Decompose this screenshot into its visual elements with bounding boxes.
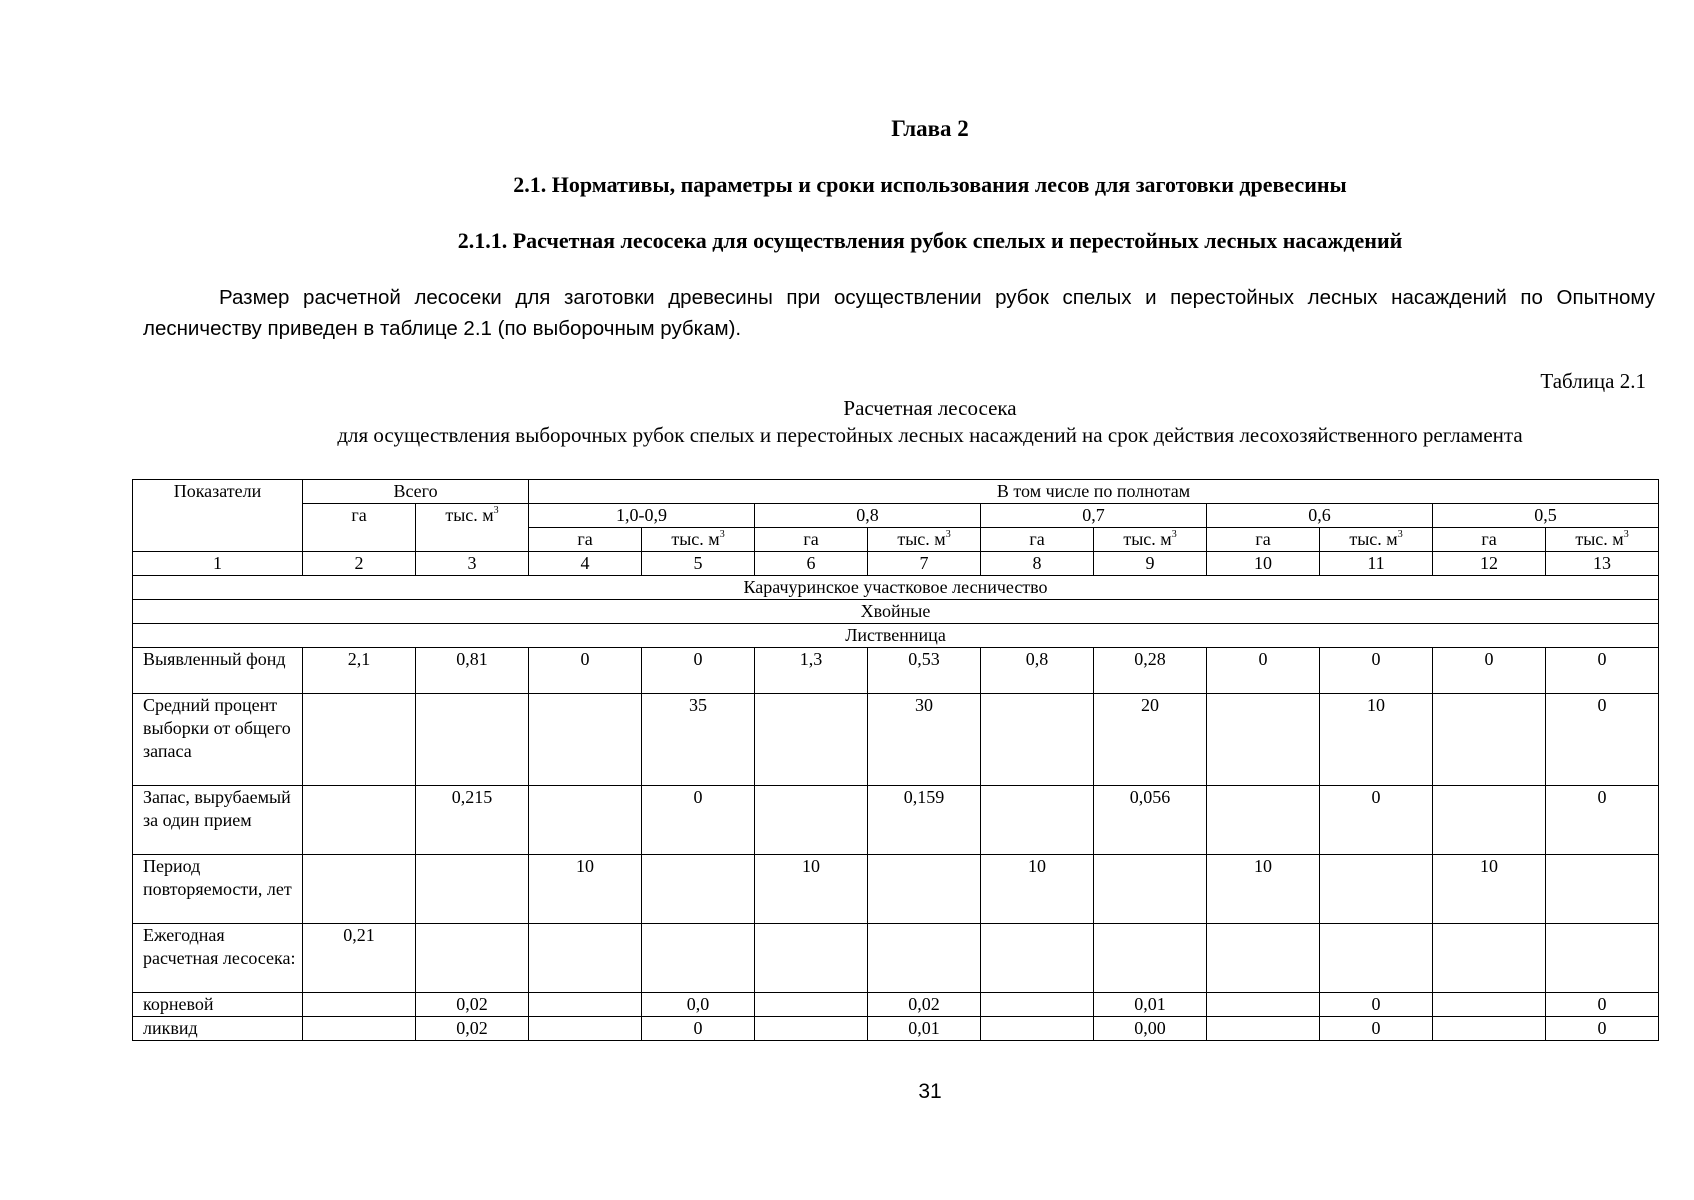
header-unit-ha: га (755, 528, 868, 552)
table-cell (529, 1017, 642, 1041)
table-caption-line2: для осуществления выборочных рубок спелых и перестойных лесных насаждений на срок действия лесохозяйственного регламента (337, 423, 1523, 447)
table-cell (529, 786, 642, 855)
header-density-1: 1,0-0,9 (529, 504, 755, 528)
header-density-2: 0,8 (755, 504, 981, 528)
table-cell: 0 (1546, 694, 1659, 786)
table-cell (755, 924, 868, 993)
table-cell: 0,02 (416, 1017, 529, 1041)
section-title: 2.1. Нормативы, параметры и сроки использования лесов для заготовки древесины (513, 172, 1347, 197)
column-number: 3 (416, 552, 529, 576)
chapter-heading: Глава 2 (891, 116, 969, 141)
header-density-5: 0,5 (1433, 504, 1659, 528)
table-cell (981, 924, 1094, 993)
row-label: корневой (133, 993, 303, 1017)
table-cell (1433, 924, 1546, 993)
table-cell (1207, 1017, 1320, 1041)
table-cell (1433, 786, 1546, 855)
table-cell (529, 993, 642, 1017)
column-number: 12 (1433, 552, 1546, 576)
table-cell: 0 (1320, 786, 1433, 855)
table-cell: 30 (868, 694, 981, 786)
section-species: Лиственница (133, 624, 1659, 648)
table-cell (868, 924, 981, 993)
table-cell: 2,1 (303, 648, 416, 694)
table-cell (1433, 993, 1546, 1017)
table-cell: 0 (1546, 993, 1659, 1017)
column-number: 8 (981, 552, 1094, 576)
table-cell (1546, 855, 1659, 924)
table-row (133, 786, 1659, 855)
table-cell (642, 924, 755, 993)
table-cell (303, 855, 416, 924)
table-cell: 0 (529, 648, 642, 694)
table-cell (755, 993, 868, 1017)
table-cell: 0 (1546, 1017, 1659, 1041)
table-cell: 0,28 (1094, 648, 1207, 694)
table-cell (303, 1017, 416, 1041)
table-cell (416, 694, 529, 786)
table-cell: 10 (1320, 694, 1433, 786)
table-cell (868, 855, 981, 924)
table-cell: 0 (1546, 648, 1659, 694)
table-cell (1207, 786, 1320, 855)
table-cell: 0,056 (1094, 786, 1207, 855)
section-group: Хвойные (133, 600, 1659, 624)
header-unit-ha: га (1207, 528, 1320, 552)
header-total-thous: тыс. $м^3$ (416, 504, 529, 552)
table-cell (1546, 924, 1659, 993)
header-unit-thous: тыс. $м^3$ (868, 528, 981, 552)
table-cell: 10 (1433, 855, 1546, 924)
table-cell (1433, 694, 1546, 786)
column-number: 5 (642, 552, 755, 576)
table-cell (303, 694, 416, 786)
table-cell: 10 (1207, 855, 1320, 924)
table-cell (416, 855, 529, 924)
table-cell: 0,81 (416, 648, 529, 694)
table-cell: 0,8 (981, 648, 1094, 694)
header-unit-ha: га (1433, 528, 1546, 552)
row-label: Период повторяемости, лет (133, 855, 303, 924)
table-cell (1094, 924, 1207, 993)
table-cell: 0,02 (868, 993, 981, 1017)
table-row (133, 924, 1659, 993)
table-cell: 0,21 (303, 924, 416, 993)
header-density-3: 0,7 (981, 504, 1207, 528)
row-label: Средний процент выборки от общего запаса (133, 694, 303, 786)
row-label: Запас, вырубаемый за один прием (133, 786, 303, 855)
table-number: Таблица 2.1 (1540, 369, 1646, 393)
table-cell: 10 (981, 855, 1094, 924)
table-cell: 0 (1320, 1017, 1433, 1041)
table-row (133, 1017, 1659, 1041)
header-indicators: Показатели (133, 480, 303, 552)
table-cell: 35 (642, 694, 755, 786)
table-cell: 0 (642, 648, 755, 694)
table-cell (981, 786, 1094, 855)
table-cell (1433, 1017, 1546, 1041)
column-number: 6 (755, 552, 868, 576)
table-cell: 10 (529, 855, 642, 924)
subsection-title: 2.1.1. Расчетная лесосека для осуществления рубок спелых и перестойных лесных насаждений (457, 228, 1403, 253)
table-cell: 10 (755, 855, 868, 924)
table-cell: 0,215 (416, 786, 529, 855)
table-cell (981, 993, 1094, 1017)
table-cell: 1,3 (755, 648, 868, 694)
column-number: 7 (868, 552, 981, 576)
row-label: Ежегодная расчетная лесосека: (133, 924, 303, 993)
table-cell (529, 694, 642, 786)
column-number: 10 (1207, 552, 1320, 576)
table-cell: 0,159 (868, 786, 981, 855)
table-cell (1207, 924, 1320, 993)
allowable-cut-table (132, 479, 1659, 1041)
table-cell: 0 (642, 786, 755, 855)
table-cell: 0 (1320, 993, 1433, 1017)
header-unit-thous: тыс. $м^3$ (642, 528, 755, 552)
table-row (133, 648, 1659, 694)
table-cell: 0,53 (868, 648, 981, 694)
table-cell (529, 924, 642, 993)
header-unit-thous: тыс. $м^3$ (1320, 528, 1433, 552)
header-unit-thous: тыс. $м^3$ (1546, 528, 1659, 552)
table-cell (1207, 694, 1320, 786)
column-number: 2 (303, 552, 416, 576)
table-row (133, 694, 1659, 786)
table-cell (416, 924, 529, 993)
table-row (133, 993, 1659, 1017)
table-cell (755, 1017, 868, 1041)
column-number: 13 (1546, 552, 1659, 576)
table-cell: 0 (642, 1017, 755, 1041)
table-cell: 0,0 (642, 993, 755, 1017)
section-forestry: Карачуринское участковое лесничество (133, 576, 1659, 600)
column-number: 4 (529, 552, 642, 576)
table-row (133, 855, 1659, 924)
table-cell: 0 (1546, 786, 1659, 855)
table-cell (1094, 855, 1207, 924)
header-unit-ha: га (529, 528, 642, 552)
column-number: 1 (133, 552, 303, 576)
header-total: Всего (303, 480, 529, 504)
table-cell (755, 694, 868, 786)
table-caption-line1: Расчетная лесосека (843, 396, 1017, 420)
table-cell: 0,02 (416, 993, 529, 1017)
header-unit-thous: тыс. $м^3$ (1094, 528, 1207, 552)
table-cell (1320, 855, 1433, 924)
table-cell (755, 786, 868, 855)
table-cell (303, 786, 416, 855)
page-number: 31 (918, 1080, 942, 1103)
body-paragraph: Размер расчетной лесосеки для заготовки древесины при осуществлении рубок спелых и перестойных лесных насаждений по Опытному лесничеству приведен в таблице 2.1 (по выборочным рубкам). (143, 286, 1655, 340)
table-cell (981, 694, 1094, 786)
header-unit-ha: га (981, 528, 1094, 552)
header-density-4: 0,6 (1207, 504, 1433, 528)
header-total-ha: га (303, 504, 416, 552)
table-cell: 0 (1320, 648, 1433, 694)
table-cell (642, 855, 755, 924)
table-cell: 0,01 (1094, 993, 1207, 1017)
row-label: Выявленный фонд (133, 648, 303, 694)
table-cell: 0 (1433, 648, 1546, 694)
row-label: ликвид (133, 1017, 303, 1041)
table-cell: 20 (1094, 694, 1207, 786)
table-cell (1320, 924, 1433, 993)
table-cell (303, 993, 416, 1017)
column-number: 9 (1094, 552, 1207, 576)
header-including: В том числе по полнотам (529, 480, 1659, 504)
column-number: 11 (1320, 552, 1433, 576)
table-cell (1207, 993, 1320, 1017)
table-cell: 0,01 (868, 1017, 981, 1041)
table-cell: 0,00 (1094, 1017, 1207, 1041)
table-cell: 0 (1207, 648, 1320, 694)
table-cell (981, 1017, 1094, 1041)
